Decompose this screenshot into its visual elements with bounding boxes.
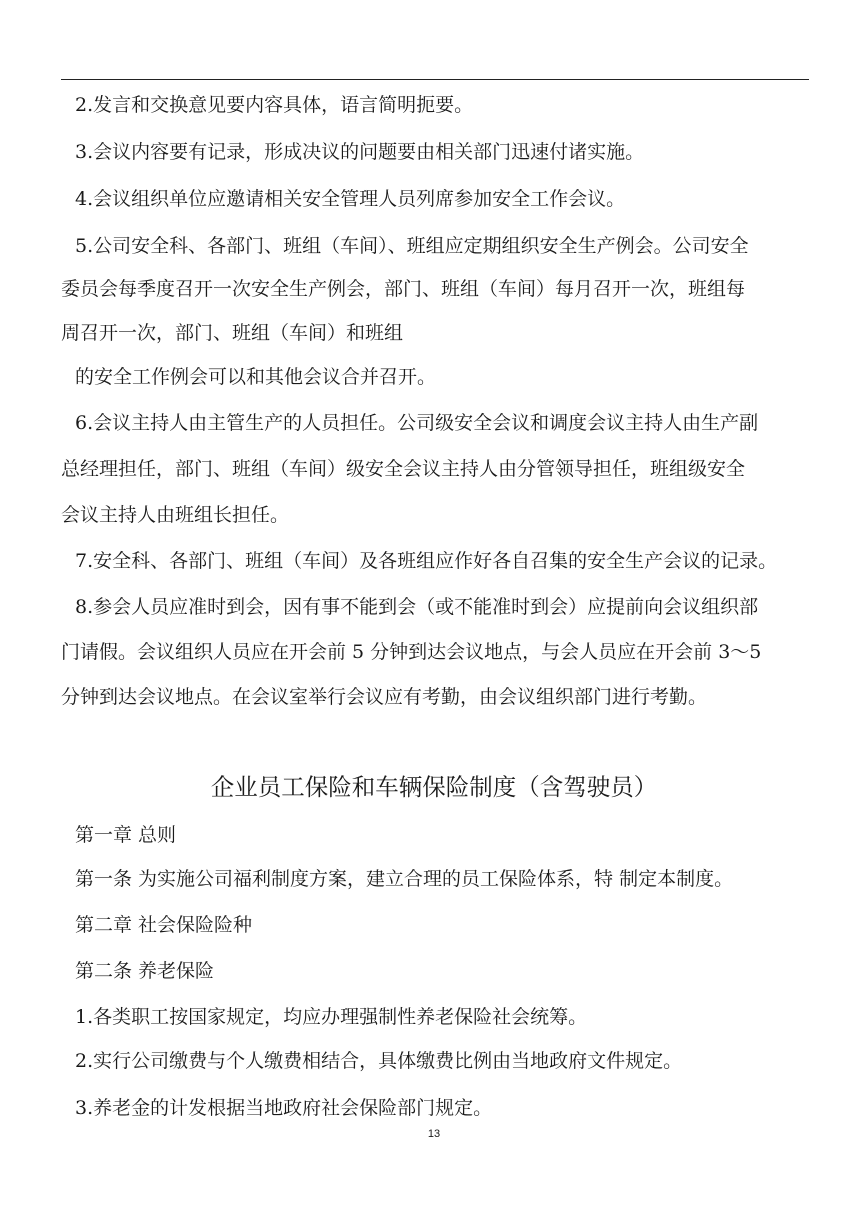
paragraph-line: 3.会议内容要有记录，形成决议的问题要由相关部门迅速付诸实施。 (75, 141, 645, 163)
article-line: 第二条 养老保险 (75, 960, 215, 982)
paragraph-line: 的安全工作例会可以和其他会议合并召开。 (75, 366, 437, 388)
paragraph-line: 8.参会人员应准时到会，因有事不能到会（或不能准时到会）应提前向会议组织部 (75, 596, 759, 618)
paragraph-line: 1.各类职工按国家规定，均应办理强制性养老保险社会统筹。 (75, 1006, 588, 1028)
paragraph-line: 4.会议组织单位应邀请相关安全管理人员列席参加安全工作会议。 (75, 188, 626, 210)
paragraph-line: 3.养老金的计发根据当地政府社会保险部门规定。 (75, 1097, 493, 1119)
paragraph-line: 门请假。会议组织人员应在开会前 5 分钟到达会议地点，与会人员应在开会前 3～5 (61, 641, 762, 663)
chapter-heading: 第一章 总则 (75, 824, 177, 846)
paragraph-line: 会议主持人由班组长担任。 (61, 504, 290, 526)
paragraph-line: 2.实行公司缴费与个人缴费相结合，具体缴费比例由当地政府文件规定。 (75, 1050, 683, 1072)
page-number: 13 (427, 1128, 441, 1140)
paragraph-line: 周召开一次，部门、班组（车间）和班组 (61, 322, 404, 344)
article-line: 第一条 为实施公司福利制度方案，建立合理的员工保险体系，特 制定本制度。 (75, 868, 734, 890)
paragraph-line: 7.安全科、各部门、班组（车间）及各班组应作好各自召集的安全生产会议的记录。 (75, 550, 778, 572)
chapter-heading: 第二章 社会保险险种 (75, 914, 253, 936)
header-rule (61, 79, 809, 80)
section-title: 企业员工保险和车辆保险制度（含驾驶员） (210, 773, 658, 801)
paragraph-line: 委员会每季度召开一次安全生产例会，部门、班组（车间）每月召开一次，班组每 (61, 278, 746, 300)
paragraph-line: 5.公司安全科、各部门、班组（车间）、班组应定期组织安全生产例会。公司安全 (75, 235, 749, 257)
paragraph-line: 2.发言和交换意见要内容具体，语言简明扼要。 (75, 94, 474, 116)
paragraph-line: 分钟到达会议地点。在会议室举行会议应有考勤，由会议组织部门进行考勤。 (61, 686, 708, 708)
paragraph-line: 6.会议主持人由主管生产的人员担任。公司级安全会议和调度会议主持人由生产副 (75, 412, 759, 434)
paragraph-line: 总经理担任，部门、班组（车间）级安全会议主持人由分管领导担任，班组级安全 (61, 458, 746, 480)
